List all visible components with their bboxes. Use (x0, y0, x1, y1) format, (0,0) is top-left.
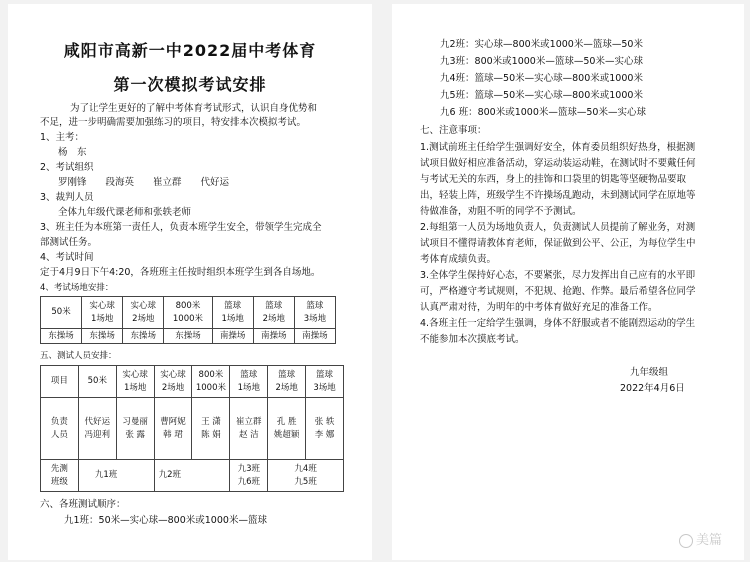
staff-first-label: 先测 班级 (41, 460, 79, 492)
section-examiner: 1、主考： (40, 132, 85, 143)
teacher-duty-line1: 3、班主任为本班第一责任人，负责本班学生安全，带领学生完成全 (40, 222, 322, 233)
time-text: 定于4月9日下午4:20，各班班主任按时组织本班学生到各自场地。 (40, 267, 321, 278)
venue-header-cell: 篮球 2场地 (253, 297, 294, 329)
staff-header-cell: 篮球 3场地 (306, 366, 344, 398)
staff-header-cell: 篮球 1场地 (230, 366, 268, 398)
staff-header-cell: 800米 1000米 (192, 366, 230, 398)
order-class1: 九1班：50米—实心球—800米或1000米—篮球 (64, 515, 267, 526)
note-line: 不能参加本次摸底考试。 (420, 334, 525, 345)
venue-header-cell: 800米 1000米 (164, 297, 212, 329)
note-line: 3.全体学生保持好心态，不要紧张，尽力发挥出自己应有的水平即 (420, 270, 696, 281)
signature-group: 九年级组 (630, 367, 669, 378)
note-line: 2.每组第一人员为场地负责人，负责测试人员提前了解业务，对测 (420, 222, 696, 233)
teacher-duty-line2: 部测试任务。 (40, 237, 98, 248)
note-line: 与考试无关的东西，身上的挂饰和口袋里的钥匙等坚硬物品要取 (420, 174, 687, 185)
examiner-name: 杨 东 (58, 147, 87, 158)
venue-place-cell: 南操场 (253, 329, 294, 344)
venue-place-cell: 南操场 (212, 329, 253, 344)
staff-header-cell: 篮球 2场地 (268, 366, 306, 398)
staff-header-cell: 实心球 2场地 (154, 366, 192, 398)
venue-header-cell: 篮球 1场地 (212, 297, 253, 329)
note-line: 4.各班主任一定给学生强调，身体不舒服或者不能剧烈运动的学生 (420, 318, 696, 329)
watermark: 美篇 (679, 529, 722, 548)
note-line: 考体育成绩负责。 (420, 254, 497, 265)
staff-resp-cell: 王 潇 陈 娟 (192, 398, 230, 460)
intro-line1: 为了让学生更好的了解中考体育考试形式，认识自身优势和 (70, 103, 318, 114)
venue-header-cell: 50米 (41, 297, 82, 329)
right-page (392, 4, 744, 560)
staff-header-cell: 50米 (78, 366, 116, 398)
left-page (8, 4, 372, 560)
staff-resp-cell: 习曼丽 张 露 (116, 398, 154, 460)
note-line: 认真严肃对待，为明年的中考体育做好充足的准备工作。 (420, 302, 658, 313)
note-line: 1.测试前班主任给学生强调好安全，体育委员组织好热身，根据测 (420, 142, 696, 153)
section-time: 4、考试时间 (40, 252, 94, 263)
venue-place-cell: 南操场 (294, 329, 335, 344)
staff-item-label: 项目 (41, 366, 79, 398)
first-class-cell: 九4班 九5班 (268, 460, 344, 492)
staff-header-cell: 实心球 1场地 (116, 366, 154, 398)
first-class-cell: 九3班 九6班 (230, 460, 268, 492)
note-line: 试项目不懂得请教体育老师，保证做到公平、公正，为每位学生中 (420, 238, 696, 249)
venue-header-cell: 实心球 1场地 (82, 297, 123, 329)
first-class-cell: 九2班 (154, 460, 230, 492)
referees-text: 全体九年级代课老师和张轶老师 (58, 207, 192, 218)
staff-resp-cell: 曹阿妮 韩 珺 (154, 398, 192, 460)
order-line: 九2班：实心球—800米或1000米—篮球—50米 (440, 39, 643, 50)
staff-table (40, 365, 344, 492)
section-staff: 五、测试人员安排： (40, 351, 117, 361)
first-class-cell: 九1班 (78, 460, 154, 492)
order-line: 九3班：800米或1000米—篮球—50米—实心球 (440, 56, 643, 67)
section-venue: 4、考试场地安排： (40, 283, 114, 293)
venue-header-cell: 篮球 3场地 (294, 297, 335, 329)
doc-title-line2: 第一次模拟考试安排 (113, 75, 267, 94)
order-line: 九6 班：800米或1000米—篮球—50米—实心球 (440, 107, 646, 118)
order-line: 九4班：篮球—50米—实心球—800米或1000米 (440, 73, 643, 84)
venue-place-cell: 东操场 (82, 329, 123, 344)
note-line: 可，严格遵守考试规则，不犯规、抢跑、作弊。最后希望各位同学 (420, 286, 696, 297)
note-line: 待做准备，劝阻不听的同学不予测试。 (420, 206, 582, 217)
venue-place-cell: 东操场 (164, 329, 212, 344)
staff-resp-cell: 崔立群 赵 洁 (230, 398, 268, 460)
organization-names: 罗刚锋 段海英 崔立群 代好运 (58, 177, 230, 188)
intro-line2: 不足，进一步明确需要加强练习的项目，特安排本次模拟考试。 (40, 117, 307, 128)
note-line: 出，轻装上阵，班级学生不许操场乱跑动，未到测试同学在原地等 (420, 190, 696, 201)
venue-place-cell: 东操场 (123, 329, 164, 344)
venue-header-cell: 实心球 2场地 (123, 297, 164, 329)
section-organization: 2、考试组织 (40, 162, 94, 173)
staff-resp-cell: 孔 胜 姚超颖 (268, 398, 306, 460)
meipian-logo-icon (679, 534, 693, 548)
staff-resp-cell: 代好运 冯迎利 (78, 398, 116, 460)
venue-place-cell: 东操场 (41, 329, 82, 344)
staff-resp-label: 负责 人员 (41, 398, 79, 460)
doc-title-line1: 咸阳市高新一中2022届中考体育 (63, 41, 317, 60)
section-notes: 七、注意事项： (420, 125, 487, 136)
staff-resp-cell: 张 轶 李 娜 (306, 398, 344, 460)
venue-table (40, 296, 336, 344)
note-line: 试项目做好相应准备活动，穿运动装运动鞋，在测试时不要戴任何 (420, 158, 696, 169)
section-referees: 3、裁判人员 (40, 192, 94, 203)
signature-date: 2022年4月6日 (620, 383, 685, 394)
section-order: 六、各班测试顺序： (40, 499, 126, 510)
order-line: 九5班：篮球—50米—实心球—800米或1000米 (440, 90, 643, 101)
